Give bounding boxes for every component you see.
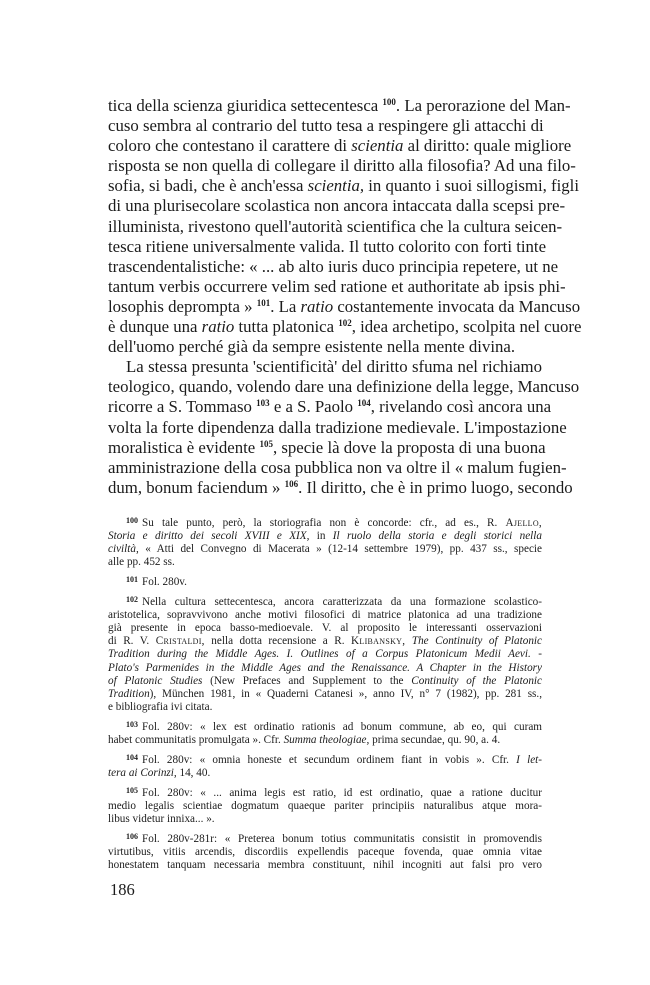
text-run: . Il diritto, che è in primo luogo, secondo bbox=[298, 477, 573, 497]
footnote-reference[interactable]: 104 bbox=[357, 398, 371, 409]
text-run: tantum verbis occurrere velim sed ratione et authoritate ab ipsis phi- bbox=[108, 276, 566, 296]
text-run: 14, 40. bbox=[176, 766, 211, 779]
main-text bbox=[108, 96, 582, 498]
text-line bbox=[108, 236, 547, 257]
footnotes bbox=[108, 514, 542, 876]
text-run: e bibliografia ivi citata. bbox=[108, 700, 213, 713]
italic-text: Summa theologiae, bbox=[283, 733, 370, 746]
italic-text: ratio bbox=[300, 296, 334, 316]
text-line bbox=[108, 276, 566, 297]
text-run: in bbox=[309, 530, 333, 543]
text-run: trascendentalistiche: « ... ab alto iuris duco principia repetere, ut ne bbox=[108, 256, 559, 276]
text-run: illuminista, rivestono quell'autorità scientifica che la cultura seicen- bbox=[108, 216, 563, 236]
text-run: tica della scienza giuridica settecentesca bbox=[108, 96, 383, 115]
text-run: Su tale punto, però, la storiografia non è concorde: cfr., ad es., R. bbox=[142, 517, 506, 529]
footnote-line bbox=[108, 846, 542, 859]
text-line bbox=[108, 196, 566, 216]
text-run: Fol. 280v-281r: « Preterea bonum totius communitatis consistit in promovendis bbox=[142, 832, 542, 845]
text-run: e a S. Paolo bbox=[269, 397, 358, 417]
text-run: di R. V. bbox=[108, 635, 156, 648]
text-run: ricorre a S. Tommaso bbox=[108, 397, 257, 417]
text-run: losophis deprompta » bbox=[108, 296, 257, 316]
text-run: nella dotta recensione a R. bbox=[204, 635, 351, 648]
footnote-line bbox=[108, 813, 542, 826]
text-line bbox=[108, 96, 571, 116]
footnote-line bbox=[108, 662, 542, 675]
text-run: libus videtur innixa... ». bbox=[108, 812, 215, 825]
footnote-number: 106 bbox=[126, 831, 138, 841]
footnote-line bbox=[108, 530, 542, 543]
text-line bbox=[108, 377, 580, 397]
text-run: medio legalis scientiae dogmatum quaeque pariter principiis naturalibus atque mora- bbox=[108, 799, 542, 812]
footnote-line bbox=[108, 701, 542, 714]
author-name: Klibansky, bbox=[351, 635, 406, 648]
text-run: aristotelica, sopravvivono anche motivi filosofici di matrice platonica ad una tradizione bbox=[108, 609, 542, 622]
footnote-line bbox=[108, 514, 542, 530]
text-line bbox=[108, 337, 542, 357]
footnote-line bbox=[108, 622, 542, 635]
text-run: già presente in epoca basso-medioevale. V. al proposito le interessanti osservazioni bbox=[108, 622, 542, 635]
text-run: alle pp. 452 ss. bbox=[108, 556, 175, 569]
footnote-line bbox=[108, 573, 542, 589]
text-line bbox=[108, 477, 573, 498]
text-run: Nella cultura settecentesca, ancora caratterizzata da una formazione scolastico- bbox=[142, 596, 542, 609]
text-run: è dunque una bbox=[108, 317, 202, 337]
text-line bbox=[108, 136, 572, 156]
text-run: risposta se non quella di collegare il diritto alla filosofia? Ad una filo- bbox=[108, 156, 576, 176]
footnote-line bbox=[108, 688, 542, 701]
footnote-reference[interactable]: 103 bbox=[256, 398, 270, 409]
italic-text: civiltà, bbox=[108, 543, 139, 556]
footnote-104 bbox=[108, 751, 542, 780]
footnote-line bbox=[108, 751, 542, 767]
footnote-line bbox=[108, 800, 542, 813]
text-run: coloro che contestano il carattere di bbox=[108, 136, 352, 156]
italic-text: The Continuity of Platonic bbox=[411, 635, 542, 648]
footnote-line bbox=[108, 859, 542, 872]
italic-text: scientia, bbox=[307, 176, 365, 196]
italic-text: of Platonic Studies bbox=[108, 674, 203, 687]
footnote-105 bbox=[108, 784, 542, 826]
footnote-line bbox=[108, 609, 542, 622]
text-run: , specie là dove la proposta di una buona bbox=[272, 437, 546, 457]
footnote-line bbox=[108, 718, 542, 734]
italic-text: Storia e diritto dei secoli XVIII e XIX, bbox=[108, 530, 310, 543]
italic-text: scientia bbox=[351, 136, 404, 156]
author-name: Ajello, bbox=[505, 517, 542, 529]
text-run: al diritto: quale migliore bbox=[403, 136, 572, 156]
text-line bbox=[108, 116, 542, 136]
text-line bbox=[108, 437, 546, 458]
text-run: , rivelando così ancora una bbox=[370, 397, 552, 417]
footnote-line bbox=[108, 556, 542, 569]
text-run: habet communitatis promulgata ». Cfr. bbox=[108, 733, 284, 746]
text-run: , idea archetipo, scolpita nel cuore bbox=[351, 317, 582, 337]
footnote-number: 105 bbox=[126, 785, 138, 795]
italic-text: Tradition bbox=[108, 687, 150, 700]
text-run: tesca ritiene universalmente valida. Il tutto colorito con forti tinte bbox=[108, 236, 547, 256]
text-run: dum, bonum faciendum » bbox=[108, 477, 285, 497]
text-run: cuso sembra al contrario del tutto tesa a respingere gli attacchi di bbox=[108, 116, 544, 136]
text-line bbox=[108, 296, 581, 317]
text-run: . La bbox=[270, 296, 301, 316]
italic-text: Continuity of the Platonic bbox=[411, 674, 542, 687]
italic-text: Plato's Parmenides in the Middle Ages and the Renaissance. A Chapter in the History bbox=[108, 661, 542, 674]
text-run: in quanto i suoi sillogismi, figli bbox=[364, 176, 579, 196]
footnote-number: 100 bbox=[126, 516, 138, 525]
footnote-100 bbox=[108, 514, 542, 569]
text-run: honestatem tanquam necessaria membra constituunt, nihil incogniti aut falsi pro vero bbox=[108, 858, 542, 871]
italic-text: Il ruolo della storia e degli storici nella bbox=[332, 530, 542, 543]
footnote-number: 101 bbox=[126, 575, 138, 585]
footnote-102 bbox=[108, 593, 542, 714]
footnote-line bbox=[108, 648, 542, 661]
author-name: Cristaldi, bbox=[155, 635, 205, 648]
text-run: . La perorazione del Man- bbox=[395, 96, 571, 115]
text-run: Fol. 280v. bbox=[142, 576, 187, 589]
footnote-line bbox=[108, 830, 542, 846]
footnote-reference[interactable]: 102 bbox=[338, 318, 352, 329]
footnote-number: 102 bbox=[126, 595, 138, 605]
text-line bbox=[108, 317, 582, 337]
text-line bbox=[108, 457, 567, 478]
text-run: dell'uomo perché già da sempre esistente nella mente divina. bbox=[108, 337, 516, 357]
footnote-reference[interactable]: 106 bbox=[284, 478, 299, 489]
italic-text: I let- bbox=[516, 753, 542, 766]
footnote-line bbox=[108, 734, 542, 747]
text-run: ), München 1981, in « Quaderni Catanesi », anno IV, n° 7 (1982), pp. 281 ss., bbox=[149, 687, 542, 700]
text-line bbox=[108, 156, 576, 176]
text-run: virtutibus, vitiis arcendis, discordiis expellendis paceque fovenda, quae omnia vitae bbox=[108, 845, 542, 858]
text-run: (New Prefaces and Supplement to the bbox=[202, 674, 412, 687]
footnote-103 bbox=[108, 718, 542, 747]
text-run: La stessa presunta 'scientificità' del diritto sfuma nel richiamo bbox=[126, 357, 542, 377]
footnote-reference[interactable]: 105 bbox=[259, 438, 273, 449]
text-run: moralistica è evidente bbox=[108, 437, 260, 457]
footnote-number: 104 bbox=[126, 752, 138, 762]
footnote-106 bbox=[108, 830, 542, 872]
footnote-line bbox=[108, 635, 542, 648]
text-line bbox=[108, 397, 552, 417]
text-line bbox=[108, 176, 579, 196]
text-run: « Atti del Convegno di Macerata » (12-14 settembre 1979), pp. 437 ss., specie bbox=[138, 543, 542, 556]
text-run: costantemente invocata da Mancuso bbox=[333, 296, 581, 316]
footnote-line bbox=[108, 593, 542, 609]
footnote-line bbox=[108, 784, 542, 800]
footnote-number: 103 bbox=[126, 719, 138, 729]
italic-text: tera ai Corinzi, bbox=[108, 766, 177, 779]
text-line bbox=[108, 256, 559, 277]
page-number: 186 bbox=[110, 880, 135, 899]
text-run: volta la forte dipendenza dalla tradizione medievale. L'impostazione bbox=[108, 417, 567, 437]
text-run: Fol. 280v: « ... anima legis est ratio, id est ordinatio, quae a ratione ducitur bbox=[142, 786, 542, 799]
text-line bbox=[108, 357, 542, 377]
footnote-101 bbox=[108, 573, 542, 589]
text-run: di una plurisecolare scolastica non ancora intaccata dalla scepsi pre- bbox=[108, 196, 566, 216]
footnote-line bbox=[108, 675, 542, 688]
text-run: sofia, si badi, che è anch'essa bbox=[108, 176, 308, 196]
text-run: Fol. 280v: « omnia honeste et secundum ordinem fiant in vobis ». Cfr. bbox=[142, 753, 517, 766]
text-line bbox=[108, 216, 563, 237]
text-run: tutta platonica bbox=[234, 317, 339, 337]
text-run: amministrazione della cosa pubblica non va oltre il « malum fugien- bbox=[108, 457, 567, 477]
text-line bbox=[108, 417, 567, 438]
italic-text: ratio bbox=[201, 317, 235, 337]
text-run: teologico, quando, volendo dare una definizione della legge, Mancuso bbox=[108, 377, 580, 397]
footnote-line bbox=[108, 767, 542, 780]
text-run: prima secundae, qu. 90, a. 4. bbox=[369, 733, 501, 746]
footnote-reference[interactable]: 100 bbox=[382, 97, 396, 107]
text-run: Fol. 280v: « lex est ordinatio rationis ad bonum commune, ab eo, qui curam bbox=[142, 720, 542, 733]
footnote-line bbox=[108, 543, 542, 556]
italic-text: Tradition during the Middle Ages. I. Outlines of a Corpus Platonicum Medii Aevi. - bbox=[108, 648, 542, 661]
footnote-reference[interactable]: 101 bbox=[256, 297, 271, 308]
